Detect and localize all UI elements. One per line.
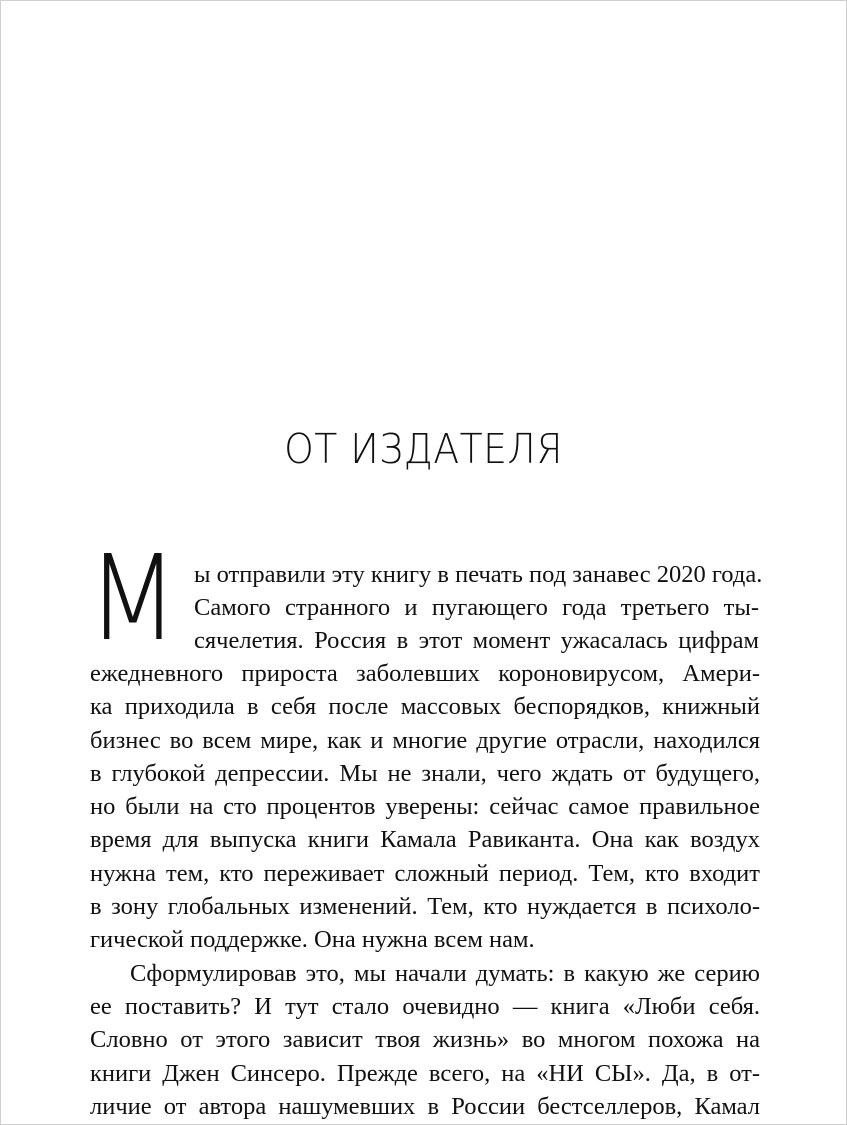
paragraph-line: бизнес во всем мире, как и многие другие отрасли, находился — [90, 727, 760, 754]
paragraph-line: нужна тем, кто переживает сложный период. Тем, кто входит — [90, 860, 760, 887]
paragraph-line: но были на сто процентов уверены: сейчас самое правильное — [90, 793, 760, 820]
paragraph-line: личие от автора нашумевших в России бестселлеров, Камал — [90, 1093, 760, 1120]
paragraph-line: Словно от этого зависит твоя жизнь» во многом похожа на — [90, 1026, 760, 1053]
drop-cap-letter: М — [87, 529, 179, 667]
chapter-title: ОТ ИЗДАТЕЛЯ — [284, 425, 563, 473]
paragraph-line: сячелетия. Россия в этот момент ужасалась цифрам — [194, 627, 759, 654]
paragraph-line: в глубокой депрессии. Мы не знали, чего ждать от будущего, — [90, 760, 760, 787]
paragraph-line: время для выпуска книги Камала Равиканта. Она как воздух — [90, 826, 760, 853]
paragraph-line: в зону глобальных изменений. Тем, кто нуждается в психоло- — [90, 893, 760, 920]
paragraph-line: Сформулировав это, мы начали думать: в какую же серию — [130, 960, 760, 987]
paragraph-line: ка приходила в себя после массовых беспорядков, книжный — [90, 693, 760, 720]
paragraph-line: гической поддержке. Она нужна всем нам. — [90, 926, 535, 953]
paragraph-line: ы отправили эту книгу в печать под занавес 2020 года. — [194, 561, 763, 588]
paragraph-line: книги Джен Синсеро. Прежде всего, на «НИ СЫ». Да, в от- — [90, 1060, 760, 1087]
paragraph-line: ежедневного прироста заболевших короновирусом, Амери- — [90, 660, 760, 687]
paragraph-line: ее поставить? И тут стало очевидно — книга «Люби себя. — [90, 993, 760, 1020]
paragraph-line: Самого странного и пугающего года третьего ты- — [194, 594, 759, 621]
